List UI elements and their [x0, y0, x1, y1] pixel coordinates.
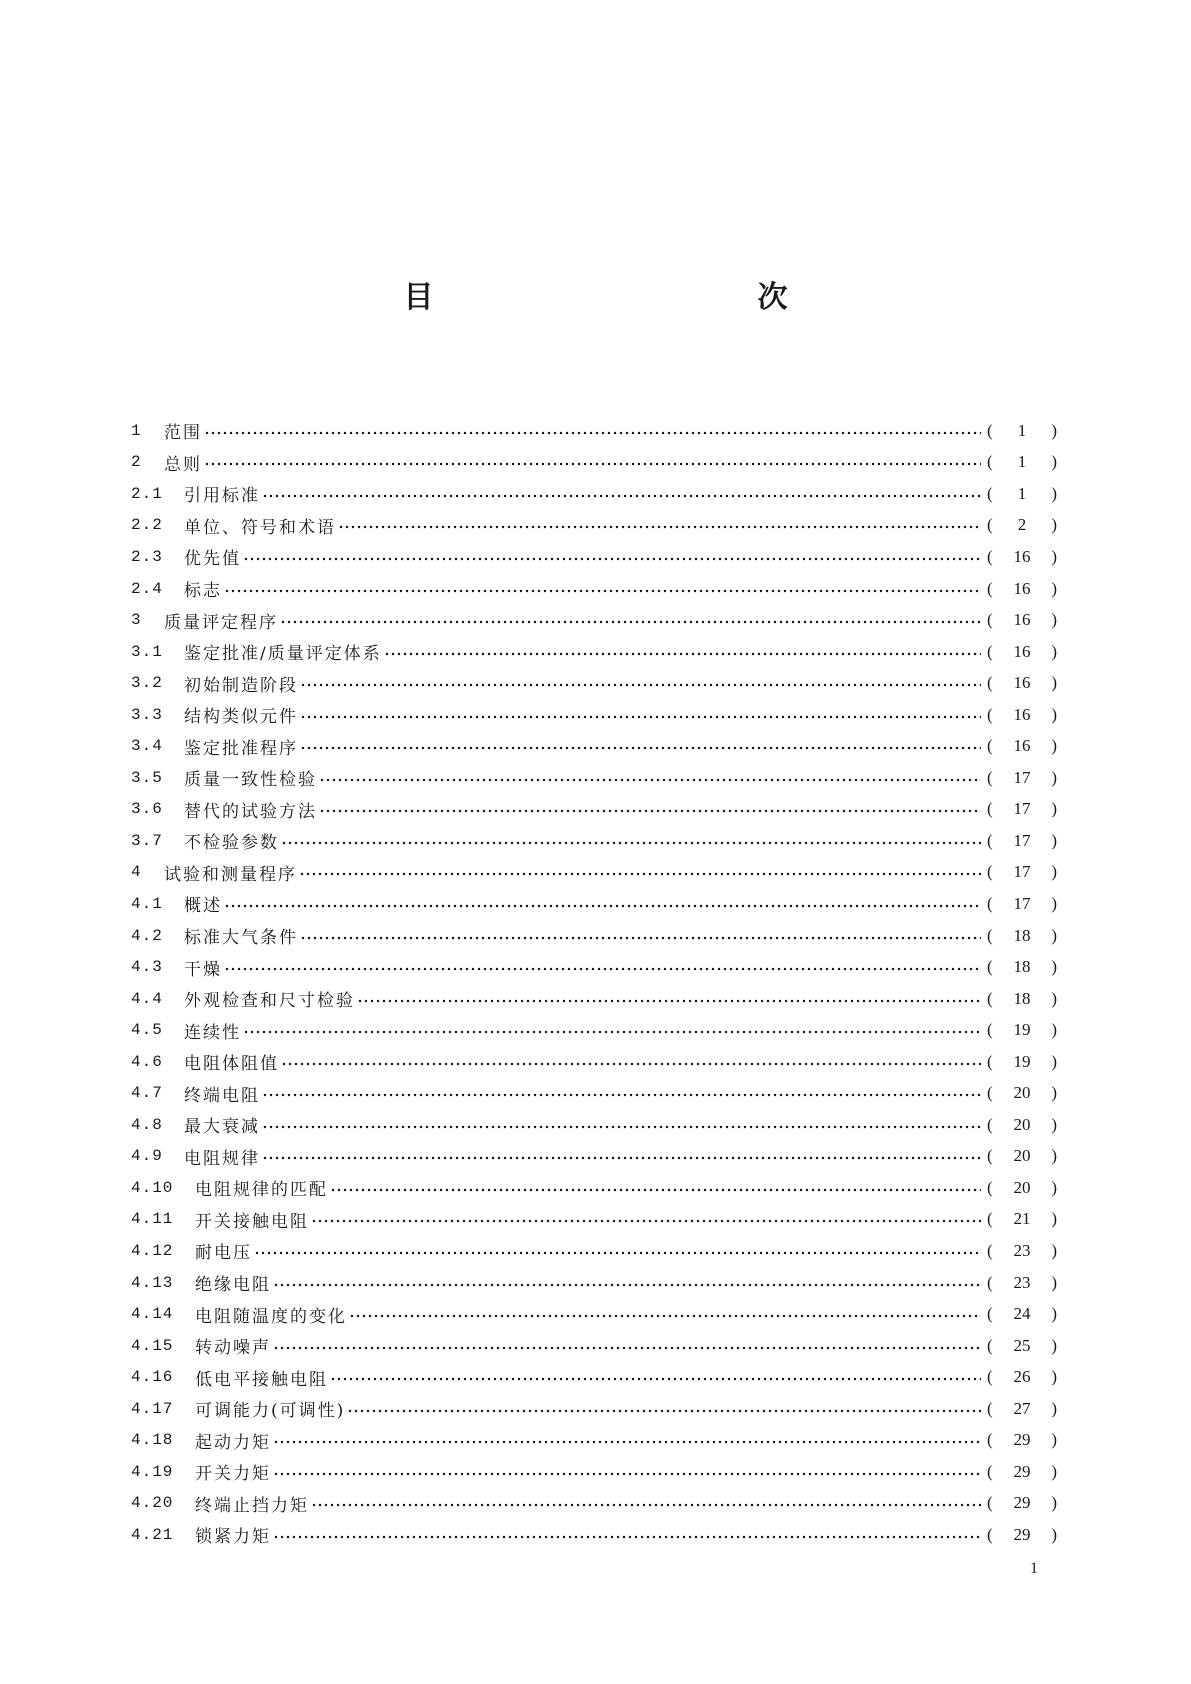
- toc-entry-title: 电阻规律的匹配: [195, 1180, 328, 1201]
- toc-entry-number: 4.9: [131, 1147, 163, 1166]
- close-paren: ): [1051, 893, 1057, 913]
- toc-entry-page: [987, 1493, 1057, 1513]
- toc-entry[interactable]: [131, 510, 1057, 542]
- toc-entry[interactable]: [131, 478, 1057, 510]
- dot-leader: [347, 1409, 981, 1413]
- close-paren: ): [1051, 452, 1057, 472]
- toc-entry[interactable]: [131, 541, 1057, 573]
- toc-entry[interactable]: [131, 1046, 1057, 1078]
- toc-entry-number: 3.2: [131, 674, 163, 693]
- dot-leader: [319, 778, 981, 782]
- toc-entry-page-number: 24: [1013, 1304, 1031, 1324]
- close-paren: ): [1051, 1146, 1057, 1166]
- toc-entry-number: 2.1: [131, 484, 163, 503]
- dot-leader: [243, 557, 981, 561]
- dot-leader: [273, 1535, 981, 1539]
- toc-entry-title: 锁紧力矩: [195, 1527, 271, 1548]
- toc-entry-page-number: 29: [1013, 1524, 1031, 1544]
- dot-leader: [262, 494, 981, 498]
- dot-leader: [262, 1156, 981, 1160]
- toc-entry-number: 4.6: [131, 1052, 163, 1071]
- toc-entry-title: 单位、符号和术语: [184, 517, 336, 538]
- toc-entry-number: 4.10: [131, 1178, 174, 1197]
- dot-leader: [262, 1125, 981, 1129]
- toc-entry-page-number: 18: [1013, 988, 1031, 1008]
- dot-leader: [311, 1503, 981, 1507]
- toc-entry-page: [987, 1241, 1057, 1261]
- toc-entry-number: 4.17: [131, 1399, 174, 1418]
- toc-entry-title: 终端电阻: [184, 1085, 260, 1106]
- toc-entry-title: 开关接触电阻: [195, 1211, 309, 1232]
- open-paren: (: [987, 1524, 993, 1544]
- toc-entry-page-number: 1: [1017, 452, 1027, 472]
- toc-entry-page: [987, 1115, 1057, 1135]
- toc-entry-page: [987, 799, 1057, 819]
- toc-entry-page: [987, 1462, 1057, 1482]
- toc-entry-number: 3.7: [131, 831, 163, 850]
- toc-entry-title: 质量评定程序: [164, 612, 278, 633]
- open-paren: (: [987, 641, 993, 661]
- close-paren: ): [1051, 1304, 1057, 1324]
- toc-entry[interactable]: [131, 1393, 1057, 1425]
- open-paren: (: [987, 1272, 993, 1292]
- toc-entry-page: [987, 957, 1057, 977]
- open-paren: (: [987, 736, 993, 756]
- toc-entry[interactable]: [131, 920, 1057, 952]
- toc-entry-page: [987, 1178, 1057, 1198]
- close-paren: ): [1051, 767, 1057, 787]
- toc-entry-number: 4.3: [131, 958, 163, 977]
- dot-leader: [311, 1219, 981, 1223]
- toc-entry-title: 引用标准: [184, 486, 260, 507]
- toc-entry-title: 试验和测量程序: [164, 864, 297, 885]
- open-paren: (: [987, 1398, 993, 1418]
- toc-entry-page: [987, 610, 1057, 630]
- toc-entry-page-number: 23: [1013, 1272, 1031, 1292]
- open-paren: (: [987, 1020, 993, 1040]
- toc-entry[interactable]: [131, 794, 1057, 826]
- dot-leader: [204, 462, 981, 466]
- open-paren: (: [987, 988, 993, 1008]
- toc-entry-page-number: 27: [1013, 1398, 1031, 1418]
- toc-entry-page-number: 2: [1017, 515, 1027, 535]
- toc-entry[interactable]: [131, 762, 1057, 794]
- toc-entry-page-number: 29: [1013, 1493, 1031, 1513]
- toc-entry-title: 电阻体阻值: [184, 1054, 279, 1075]
- toc-entry-title: 开关力矩: [195, 1464, 271, 1485]
- open-paren: (: [987, 673, 993, 693]
- toc-entry-title: 质量一致性检验: [184, 770, 317, 791]
- open-paren: (: [987, 1240, 993, 1260]
- toc-entry-page-number: 17: [1013, 799, 1031, 819]
- toc-entry[interactable]: [131, 699, 1057, 731]
- toc-entry[interactable]: [131, 857, 1057, 889]
- toc-entry-page-number: 19: [1013, 1020, 1031, 1040]
- toc-entry-page-number: 19: [1013, 1051, 1031, 1071]
- open-paren: (: [987, 1367, 993, 1387]
- toc-entry-title: 替代的试验方法: [184, 801, 317, 822]
- toc-entry-page: [987, 736, 1057, 756]
- open-paren: (: [987, 1146, 993, 1166]
- toc-entry-number: 4.14: [131, 1305, 174, 1324]
- toc-entry-number: 1: [131, 421, 142, 440]
- toc-entry-page-number: 29: [1013, 1430, 1031, 1450]
- open-paren: (: [987, 925, 993, 945]
- toc-entry[interactable]: [131, 1172, 1057, 1204]
- toc-entry[interactable]: [131, 1077, 1057, 1109]
- toc-entry-title: 起动力矩: [195, 1432, 271, 1453]
- dot-leader: [300, 746, 981, 750]
- toc-entry-title: 耐电压: [195, 1243, 252, 1264]
- toc-entry-page: [987, 989, 1057, 1009]
- close-paren: ): [1051, 1367, 1057, 1387]
- toc-entry-number: 4.4: [131, 989, 163, 1008]
- toc-entry-page: [987, 673, 1057, 693]
- open-paren: (: [987, 578, 993, 598]
- toc-entry[interactable]: [131, 667, 1057, 699]
- toc-entry-title: 范围: [164, 423, 202, 444]
- dot-leader: [281, 841, 981, 845]
- toc-entry-page: [987, 579, 1057, 599]
- toc-entry[interactable]: [131, 1361, 1057, 1393]
- toc-entry-number: 4.1: [131, 894, 163, 913]
- toc-entry-page-number: 18: [1013, 925, 1031, 945]
- open-paren: (: [987, 1304, 993, 1324]
- toc-entry[interactable]: [131, 447, 1057, 479]
- close-paren: ): [1051, 925, 1057, 945]
- open-paren: (: [987, 1083, 993, 1103]
- toc-entry[interactable]: [131, 951, 1057, 983]
- dot-leader: [330, 1188, 981, 1192]
- toc-entry-title: 最大衰减: [184, 1117, 260, 1138]
- open-paren: (: [987, 1493, 993, 1513]
- toc-entry-number: 3.6: [131, 800, 163, 819]
- toc-entry[interactable]: [131, 730, 1057, 762]
- toc-entry-page: [987, 1273, 1057, 1293]
- toc-entry-page-number: 21: [1013, 1209, 1031, 1229]
- toc-entry-title: 干燥: [184, 959, 222, 980]
- close-paren: ): [1051, 1398, 1057, 1418]
- toc-entry[interactable]: [131, 1425, 1057, 1457]
- dot-leader: [243, 1030, 981, 1034]
- open-paren: (: [987, 1461, 993, 1481]
- toc-entry[interactable]: [131, 604, 1057, 636]
- dot-leader: [262, 1093, 981, 1097]
- toc-entry-number: 4.13: [131, 1273, 174, 1292]
- close-paren: ): [1051, 736, 1057, 756]
- toc-entry-number: 3.5: [131, 768, 163, 787]
- toc-entry-page: [987, 1430, 1057, 1450]
- toc-entry-page: [987, 1083, 1057, 1103]
- toc-entry-page: [987, 894, 1057, 914]
- close-paren: ): [1051, 546, 1057, 566]
- toc-entry-page-number: 26: [1013, 1367, 1031, 1387]
- dot-leader: [280, 620, 981, 624]
- toc-entry-number: 2.3: [131, 547, 163, 566]
- toc-entry-number: 4: [131, 863, 142, 882]
- toc-entry-page: [987, 862, 1057, 882]
- toc-entry-page: [987, 831, 1057, 851]
- dot-leader: [300, 936, 981, 940]
- open-paren: (: [987, 1177, 993, 1197]
- toc-entry-page-number: 1: [1017, 483, 1027, 503]
- dot-leader: [224, 904, 981, 908]
- toc-entry-number: 4.5: [131, 1021, 163, 1040]
- close-paren: ): [1051, 578, 1057, 598]
- toc-entry-page: [987, 1020, 1057, 1040]
- toc-entry-page-number: 29: [1013, 1461, 1031, 1481]
- toc-entry-number: 3.4: [131, 737, 163, 756]
- open-paren: (: [987, 799, 993, 819]
- toc-entry-number: 4.11: [131, 1210, 174, 1229]
- toc-entry[interactable]: [131, 636, 1057, 668]
- close-paren: ): [1051, 1114, 1057, 1134]
- toc-entry-title: 鉴定批准/质量评定体系: [184, 644, 382, 665]
- toc-entry[interactable]: [131, 1519, 1057, 1551]
- toc-entry-page-number: 16: [1013, 736, 1031, 756]
- dot-leader: [273, 1440, 981, 1444]
- dot-leader: [273, 1346, 981, 1350]
- dot-leader: [224, 967, 981, 971]
- toc-entry[interactable]: [131, 1014, 1057, 1046]
- page-title: 目 次: [403, 280, 876, 315]
- close-paren: ): [1051, 1493, 1057, 1513]
- open-paren: (: [987, 420, 993, 440]
- toc-entry-page: [987, 1052, 1057, 1072]
- toc-entry-page: [987, 421, 1057, 441]
- open-paren: (: [987, 1335, 993, 1355]
- toc-entry-page: [987, 452, 1057, 472]
- toc-entry-title: 连续性: [184, 1022, 241, 1043]
- toc-entry-page-number: 17: [1013, 767, 1031, 787]
- dot-leader: [299, 872, 981, 876]
- toc-entry-title: 标志: [184, 581, 222, 601]
- open-paren: (: [987, 862, 993, 882]
- close-paren: ): [1051, 704, 1057, 724]
- toc-entry-page-number: 18: [1013, 957, 1031, 977]
- toc-entry-page-number: 23: [1013, 1240, 1031, 1260]
- toc-entry-page: [987, 642, 1057, 662]
- toc-entry-number: 4.2: [131, 926, 163, 945]
- toc-entry[interactable]: [131, 415, 1057, 447]
- toc-entry-number: 3: [131, 611, 142, 630]
- page-number: 1: [1030, 1560, 1038, 1577]
- toc-entry-page-number: 17: [1013, 862, 1031, 882]
- toc-entry-page-number: 20: [1013, 1177, 1031, 1197]
- toc-entry-page: [987, 547, 1057, 567]
- open-paren: (: [987, 893, 993, 913]
- close-paren: ): [1051, 1051, 1057, 1071]
- open-paren: (: [987, 546, 993, 566]
- close-paren: ): [1051, 1240, 1057, 1260]
- toc-entry-title: 外观检查和尺寸检验: [184, 991, 355, 1012]
- open-paren: (: [987, 1051, 993, 1071]
- toc-entry-page-number: 20: [1013, 1146, 1031, 1166]
- toc-entry-title: 概述: [184, 896, 222, 917]
- dot-leader: [273, 1283, 981, 1287]
- toc-entry-number: 4.18: [131, 1431, 174, 1450]
- dot-leader: [204, 431, 981, 435]
- toc-entry-title: 鉴定批准程序: [184, 738, 298, 759]
- dot-leader: [384, 652, 981, 656]
- toc-entry-number: 4.21: [131, 1525, 174, 1544]
- toc-entry-page: [987, 1399, 1057, 1419]
- dot-leader: [319, 809, 981, 813]
- dot-leader: [224, 589, 981, 593]
- open-paren: (: [987, 704, 993, 724]
- toc-entry-page-number: 17: [1013, 830, 1031, 850]
- close-paren: ): [1051, 1335, 1057, 1355]
- open-paren: (: [987, 1114, 993, 1134]
- toc-entry-page-number: 20: [1013, 1083, 1031, 1103]
- toc-entry-number: 4.15: [131, 1336, 174, 1355]
- toc-entry-title: 电阻规律: [184, 1148, 260, 1169]
- toc-entry-page: [987, 515, 1057, 535]
- dot-leader: [254, 1251, 981, 1255]
- toc-entry-title: 不检验参数: [184, 833, 279, 854]
- toc-entry-page: [987, 484, 1057, 504]
- toc-entry-page: [987, 1209, 1057, 1229]
- open-paren: (: [987, 610, 993, 630]
- toc-entry[interactable]: [131, 888, 1057, 920]
- toc-entry[interactable]: [131, 1298, 1057, 1330]
- toc-entry-page: [987, 1525, 1057, 1545]
- toc-entry-title: 低电平接触电阻: [195, 1369, 328, 1390]
- toc-entry-title: 转动噪声: [195, 1338, 271, 1359]
- toc-entry-page-number: 16: [1013, 641, 1031, 661]
- toc-entry-page-number: 16: [1013, 673, 1031, 693]
- toc-entry[interactable]: [131, 1456, 1057, 1488]
- dot-leader: [349, 1314, 981, 1318]
- open-paren: (: [987, 1430, 993, 1450]
- toc-entry-page: [987, 1367, 1057, 1387]
- close-paren: ): [1051, 610, 1057, 630]
- toc-entry-number: 3.3: [131, 705, 163, 724]
- toc-entry-title: 终端止挡力矩: [195, 1495, 309, 1516]
- close-paren: ): [1051, 483, 1057, 503]
- toc-entry-page-number: 20: [1013, 1114, 1031, 1134]
- close-paren: ): [1051, 1177, 1057, 1197]
- open-paren: (: [987, 830, 993, 850]
- close-paren: ): [1051, 830, 1057, 850]
- toc-entry-number: 4.19: [131, 1462, 174, 1481]
- toc-entry[interactable]: [131, 1204, 1057, 1236]
- toc-entry-page-number: 16: [1013, 704, 1031, 724]
- close-paren: ): [1051, 673, 1057, 693]
- toc-entry-page-number: 1: [1017, 420, 1027, 440]
- close-paren: ): [1051, 1209, 1057, 1229]
- dot-leader: [281, 1062, 981, 1066]
- close-paren: ): [1051, 988, 1057, 1008]
- toc-entry-page-number: 16: [1013, 610, 1031, 630]
- dot-leader: [300, 715, 981, 719]
- toc-entry-number: 2.4: [131, 579, 163, 598]
- close-paren: ): [1051, 862, 1057, 882]
- toc-entry-number: 2: [131, 453, 142, 472]
- dot-leader: [273, 1472, 981, 1476]
- toc-entry[interactable]: [131, 983, 1057, 1015]
- toc-entry-page-number: 25: [1013, 1335, 1031, 1355]
- open-paren: (: [987, 483, 993, 503]
- toc-entry-page: [987, 1304, 1057, 1324]
- dot-leader: [357, 999, 981, 1003]
- close-paren: ): [1051, 515, 1057, 535]
- toc-entry-number: 3.1: [131, 642, 163, 661]
- toc-entry-title: 绝缘电阻: [195, 1275, 271, 1296]
- toc-entry[interactable]: [131, 1267, 1057, 1299]
- close-paren: ): [1051, 1524, 1057, 1544]
- open-paren: (: [987, 1209, 993, 1229]
- open-paren: (: [987, 957, 993, 977]
- toc-entry-title: 标准大气条件: [184, 928, 298, 949]
- toc-entry-number: 4.12: [131, 1241, 174, 1260]
- toc-entry-page: [987, 1146, 1057, 1166]
- dot-leader: [330, 1377, 981, 1381]
- toc-entry-page: [987, 926, 1057, 946]
- toc-entry-page-number: 16: [1013, 578, 1031, 598]
- toc-entry-title: 可调能力(可调性): [195, 1401, 346, 1422]
- toc-entry-title: 结构类似元件: [184, 707, 298, 728]
- toc-entry-title: 总则: [164, 454, 202, 475]
- close-paren: ): [1051, 1020, 1057, 1040]
- toc-entry[interactable]: [131, 573, 1057, 605]
- open-paren: (: [987, 515, 993, 535]
- toc-entry-number: 4.7: [131, 1084, 163, 1103]
- open-paren: (: [987, 767, 993, 787]
- toc-entry-title: 初始制造阶段: [184, 675, 298, 696]
- toc-entry-title: 优先值: [184, 549, 241, 570]
- toc-entry[interactable]: [131, 825, 1057, 857]
- toc-entry-page-number: 17: [1013, 893, 1031, 913]
- dot-leader: [300, 683, 981, 687]
- toc-entry-number: 2.2: [131, 516, 163, 535]
- close-paren: ): [1051, 957, 1057, 977]
- toc-entry-number: 4.20: [131, 1494, 174, 1513]
- toc-entry-page: [987, 1336, 1057, 1356]
- close-paren: ): [1051, 1083, 1057, 1103]
- toc-entry[interactable]: [131, 1235, 1057, 1267]
- toc-entry[interactable]: [131, 1109, 1057, 1141]
- table-of-contents: [131, 415, 1057, 1551]
- close-paren: ): [1051, 1430, 1057, 1450]
- toc-entry-page: [987, 768, 1057, 788]
- close-paren: ): [1051, 420, 1057, 440]
- dot-leader: [338, 525, 981, 529]
- toc-entry-title: 电阻随温度的变化: [195, 1306, 347, 1327]
- close-paren: ): [1051, 1272, 1057, 1292]
- close-paren: ): [1051, 641, 1057, 661]
- close-paren: ): [1051, 799, 1057, 819]
- toc-entry-number: 4.8: [131, 1115, 163, 1134]
- toc-entry[interactable]: [131, 1488, 1057, 1520]
- toc-entry-page-number: 16: [1013, 546, 1031, 566]
- toc-entry-number: 4.16: [131, 1368, 174, 1387]
- toc-entry[interactable]: [131, 1141, 1057, 1173]
- open-paren: (: [987, 452, 993, 472]
- close-paren: ): [1051, 1461, 1057, 1481]
- toc-entry[interactable]: [131, 1330, 1057, 1362]
- toc-entry-page: [987, 705, 1057, 725]
